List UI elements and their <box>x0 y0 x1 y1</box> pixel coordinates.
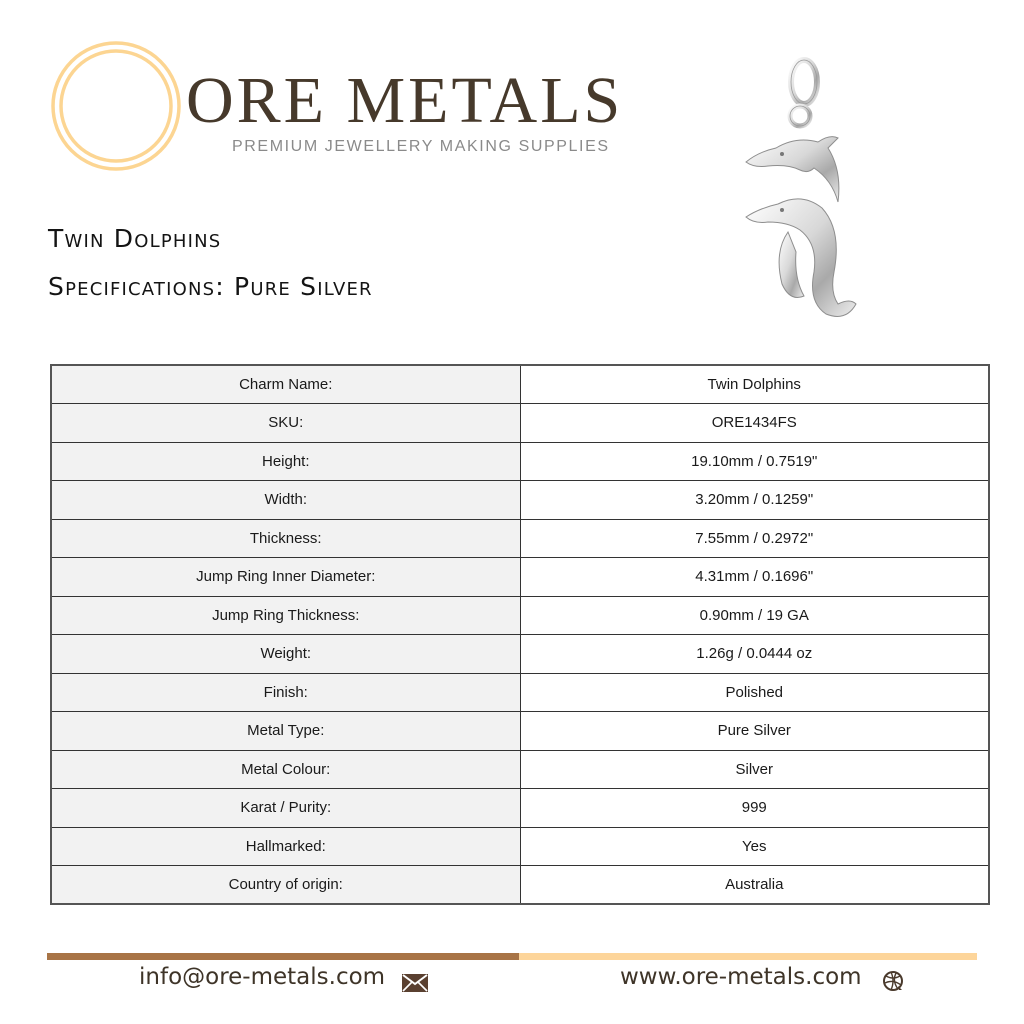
row-label: Metal Colour: <box>51 750 520 789</box>
table-row <box>51 442 989 481</box>
row-label: Metal Type: <box>51 712 520 751</box>
row-label: Finish: <box>51 673 520 712</box>
row-label: Jump Ring Inner Diameter: <box>51 558 520 597</box>
product-title: Twin Dolphins <box>48 224 222 253</box>
row-value: Polished <box>520 673 989 712</box>
row-value: 1.26g / 0.0444 oz <box>520 635 989 674</box>
row-value: ORE1434FS <box>520 404 989 443</box>
row-value: Australia <box>520 866 989 905</box>
brand-name: ORE METALS <box>186 64 624 137</box>
row-label: Thickness: <box>51 519 520 558</box>
row-value: 0.90mm / 19 GA <box>520 596 989 635</box>
table-row <box>51 365 989 404</box>
row-label: Width: <box>51 481 520 520</box>
table-row <box>51 404 989 443</box>
table-row <box>51 789 989 828</box>
row-value: Yes <box>520 827 989 866</box>
row-value: Twin Dolphins <box>520 365 989 404</box>
row-label: Jump Ring Thickness: <box>51 596 520 635</box>
footer-email-link[interactable]: info@ore-metals.com <box>139 964 386 990</box>
row-value: 999 <box>520 789 989 828</box>
row-label: SKU: <box>51 404 520 443</box>
row-value: 4.31mm / 0.1696" <box>520 558 989 597</box>
brand-tagline: PREMIUM JEWELLERY MAKING SUPPLIES <box>232 138 610 155</box>
table-row <box>51 481 989 520</box>
twin-dolphins-charm-image <box>738 52 858 332</box>
row-label: Karat / Purity: <box>51 789 520 828</box>
row-label: Height: <box>51 442 520 481</box>
footer-divider-left <box>47 953 519 960</box>
row-value: 3.20mm / 0.1259" <box>520 481 989 520</box>
table-row <box>51 596 989 635</box>
table-row <box>51 519 989 558</box>
globe-icon <box>882 970 904 992</box>
envelope-icon <box>402 974 428 992</box>
row-label: Charm Name: <box>51 365 520 404</box>
table-row <box>51 827 989 866</box>
table-row <box>51 558 989 597</box>
row-label: Country of origin: <box>51 866 520 905</box>
specification-heading: Specifications: Pure Silver <box>48 272 373 301</box>
row-value: Pure Silver <box>520 712 989 751</box>
footer-divider-right <box>519 953 977 960</box>
row-label: Weight: <box>51 635 520 674</box>
table-row <box>51 635 989 674</box>
footer-website-link[interactable]: www.ore-metals.com <box>620 964 862 990</box>
table-row <box>51 673 989 712</box>
table-row <box>51 866 989 905</box>
row-value: Silver <box>520 750 989 789</box>
specification-table <box>50 364 990 905</box>
row-value: 7.55mm / 0.2972" <box>520 519 989 558</box>
table-row <box>51 750 989 789</box>
row-label: Hallmarked: <box>51 827 520 866</box>
double-ring-logo-icon <box>50 40 182 172</box>
table-row <box>51 712 989 751</box>
row-value: 19.10mm / 0.7519" <box>520 442 989 481</box>
